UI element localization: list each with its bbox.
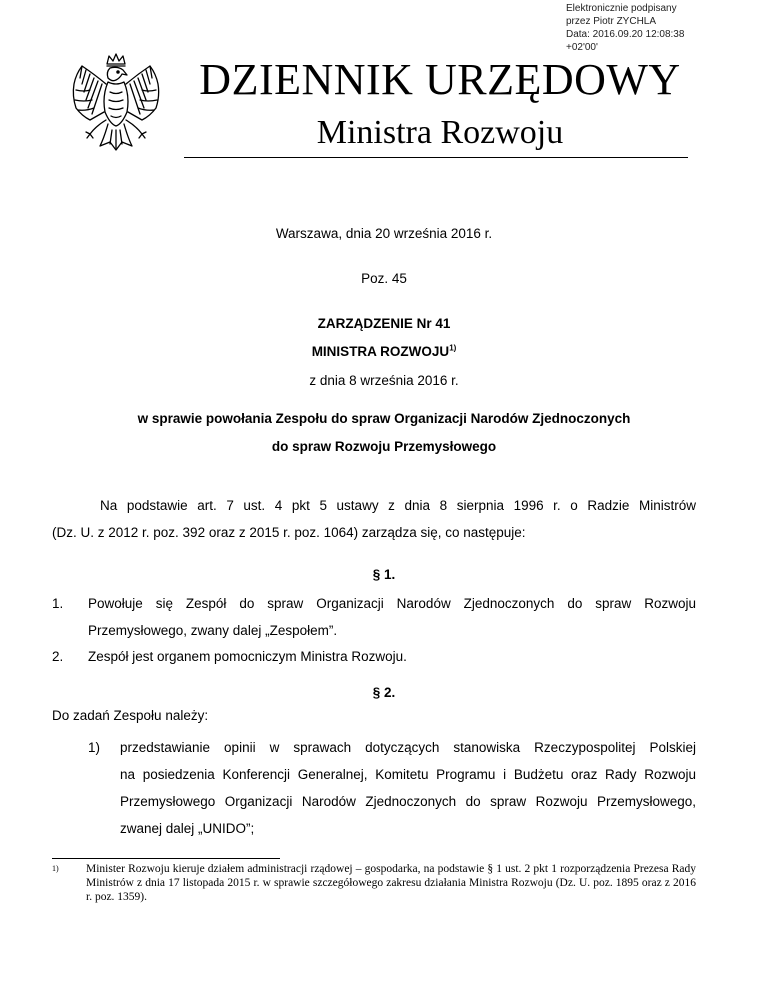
signature-line: Elektronicznie podpisany bbox=[566, 3, 677, 14]
issuer-text: MINISTRA ROZWOJU bbox=[311, 344, 450, 359]
position-number: Poz. 45 bbox=[361, 271, 407, 286]
item-line: na posiedzenia Konferencji Generalnej, Komitetu Programu i Budżetu oraz Rady Rozwoju bbox=[120, 767, 696, 782]
item-line: Powołuje się Zespół do spraw Organizacji Narodów Zjednoczonych do spraw Rozwoju bbox=[88, 596, 696, 611]
item-number: 1) bbox=[88, 740, 101, 755]
footnote-divider bbox=[52, 858, 280, 859]
item-number: 1. bbox=[52, 596, 64, 611]
preamble-line: (Dz. U. z 2012 r. poz. 392 oraz z 2015 r. poz. 1064) zarządza się, co następuje: bbox=[52, 525, 526, 540]
section-2-heading: § 2. bbox=[372, 685, 396, 700]
act-subject-line: do spraw Rozwoju Przemysłowego bbox=[271, 439, 497, 454]
item-line: zwanej dalej „UNIDO”; bbox=[120, 821, 255, 836]
item-line: Przemysłowego, zwany dalej „Zespołem”. bbox=[88, 623, 338, 638]
list-item bbox=[52, 590, 696, 644]
polish-eagle-emblem-icon bbox=[60, 50, 172, 162]
item-number: 2. bbox=[52, 649, 64, 664]
header-divider bbox=[184, 157, 688, 158]
footnote-mark: 1) bbox=[52, 864, 59, 873]
act-type-number: ZARZĄDZENIE Nr 41 bbox=[317, 316, 451, 331]
footnote-reference: 1) bbox=[449, 343, 457, 353]
act-date: z dnia 8 września 2016 r. bbox=[309, 373, 459, 388]
section-1-heading: § 1. bbox=[372, 567, 396, 582]
item-line: Zespół jest organem pomocniczym Ministra Rozwoju. bbox=[88, 649, 407, 664]
journal-subtitle: Ministra Rozwoju bbox=[316, 114, 564, 151]
journal-title: DZIENNIK URZĘDOWY bbox=[199, 55, 681, 104]
signature-line: Data: 2016.09.20 12:08:38 bbox=[566, 29, 685, 40]
list-item bbox=[88, 734, 696, 842]
act-subject-line: w sprawie powołania Zespołu do spraw Organizacji Narodów Zjednoczonych bbox=[137, 411, 631, 426]
signature-line: +02'00' bbox=[566, 42, 598, 53]
signature-line: przez Piotr ZYCHLA bbox=[566, 16, 657, 27]
preamble bbox=[52, 492, 696, 546]
footnote-text: Minister Rozwoju kieruje działem administracji rządowej – gospodarka, na podstawie § 1 ust. 2 pkt 1 rozporządzenia Prezesa Rady Ministrów z dnia 17 listopada 2015 r. w sprawie szczegółowego zakresu działania Ministra Rozwoju (Dz. U. poz. 1895 oraz z 2016 r. poz. 1359). bbox=[86, 863, 696, 903]
preamble-line: Na podstawie art. 7 ust. 4 pkt 5 ustawy z dnia 8 sierpnia 1996 r. o Radzie Ministrów bbox=[100, 498, 696, 513]
act-issuer bbox=[0, 344, 768, 359]
footnote bbox=[52, 862, 696, 904]
list-item bbox=[52, 643, 696, 670]
section-2-intro: Do zadań Zespołu należy: bbox=[52, 708, 209, 723]
item-line: przedstawianie opinii w sprawach dotyczących stanowiska Rzeczypospolitej Polskiej bbox=[120, 740, 696, 755]
electronic-signature bbox=[566, 2, 684, 54]
item-line: Przemysłowego Organizacji Narodów Zjednoczonych do spraw Rozwoju Przemysłowego, bbox=[120, 794, 696, 809]
place-date: Warszawa, dnia 20 września 2016 r. bbox=[275, 226, 493, 241]
